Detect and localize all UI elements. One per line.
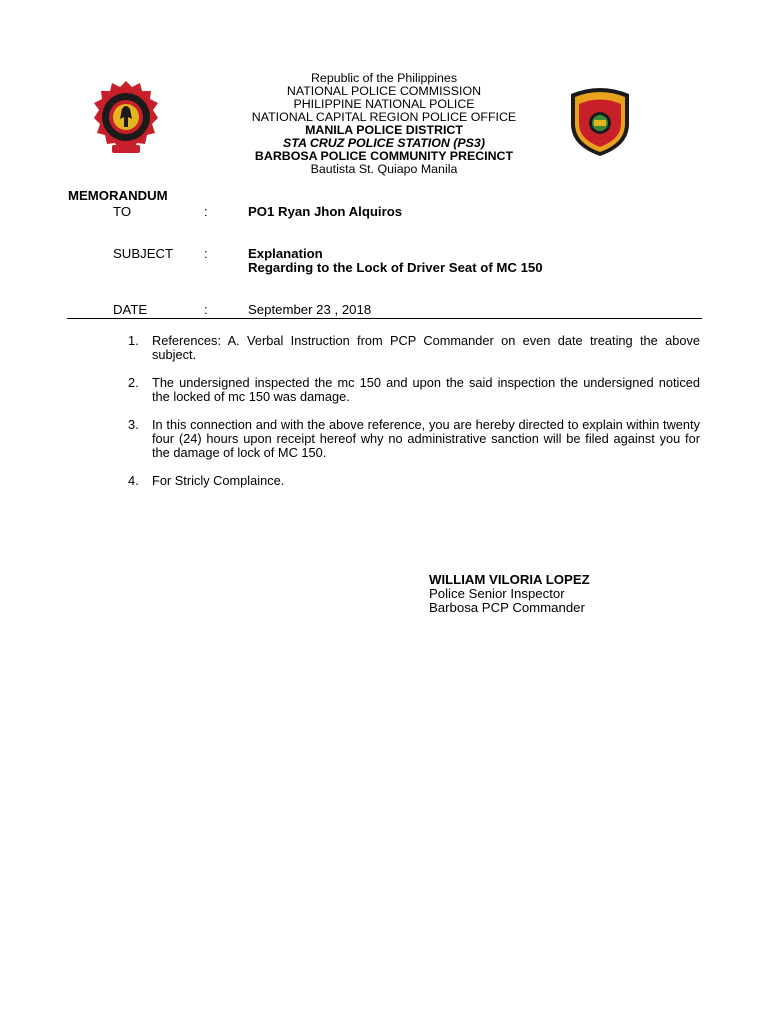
signatory-name: WILLIAM VILORIA LOPEZ <box>429 572 590 587</box>
to-label: TO <box>113 204 132 219</box>
letterhead-napolcom: NATIONAL POLICE COMMISSION <box>286 84 482 98</box>
letterhead-ncrpo: NATIONAL CAPITAL REGION POLICE OFFICE <box>251 110 517 124</box>
item-text: In this connection and with the above reference, you are hereby directed to explain within twenty four (24) hours upon receipt hereof why no administrative sanction will be filed against you for the damage of lock of MC 150. <box>152 417 700 460</box>
subject-value-line2: Regarding to the Lock of Driver Seat of MC 150 <box>248 260 543 275</box>
memo-title: MEMORANDUM <box>68 188 168 203</box>
item-text: For Stricly Complaince. <box>152 473 285 488</box>
manilas-finest-badge-icon <box>567 84 633 158</box>
memo-item <box>128 376 700 404</box>
date-value: September 23 , 2018 <box>248 302 372 317</box>
header-divider <box>67 318 702 319</box>
to-colon: : <box>204 204 208 219</box>
signature-block <box>429 573 590 615</box>
memo-items <box>128 334 700 502</box>
item-number: 2. <box>128 375 139 390</box>
date-label: DATE <box>113 302 148 317</box>
item-number: 1. <box>128 333 139 348</box>
signatory-rank: Police Senior Inspector <box>429 586 565 601</box>
subject-value-line1: Explanation <box>248 246 323 261</box>
item-number: 3. <box>128 417 139 432</box>
date-colon: : <box>204 302 208 317</box>
letterhead-republic: Republic of the Philippines <box>310 71 458 85</box>
letterhead <box>200 72 568 176</box>
letterhead-pnp: PHILIPPINE NATIONAL POLICE <box>293 97 475 111</box>
letterhead-district: MANILA POLICE DISTRICT <box>305 123 463 137</box>
pnp-seal-icon <box>92 79 160 157</box>
subject-colon: : <box>204 246 208 261</box>
memo-item <box>128 474 700 488</box>
memo-item <box>128 334 700 362</box>
item-number: 4. <box>128 473 139 488</box>
memo-item <box>128 418 700 460</box>
item-text: The undersigned inspected the mc 150 and upon the said inspection the undersigned noticed the locked of mc 150 was damage. <box>152 375 700 404</box>
signatory-position: Barbosa PCP Commander <box>429 600 585 615</box>
item-text: References: A. Verbal Instruction from PCP Commander on even date treating the above subject. <box>152 333 700 362</box>
subject-label: SUBJECT <box>113 246 174 261</box>
letterhead-precinct: BARBOSA POLICE COMMUNITY PRECINCT <box>254 149 514 163</box>
letterhead-station: STA CRUZ POLICE STATION (PS3) <box>283 136 485 150</box>
to-value: PO1 Ryan Jhon Alquiros <box>248 204 403 219</box>
letterhead-address: Bautista St. Quiapo Manila <box>310 162 458 176</box>
